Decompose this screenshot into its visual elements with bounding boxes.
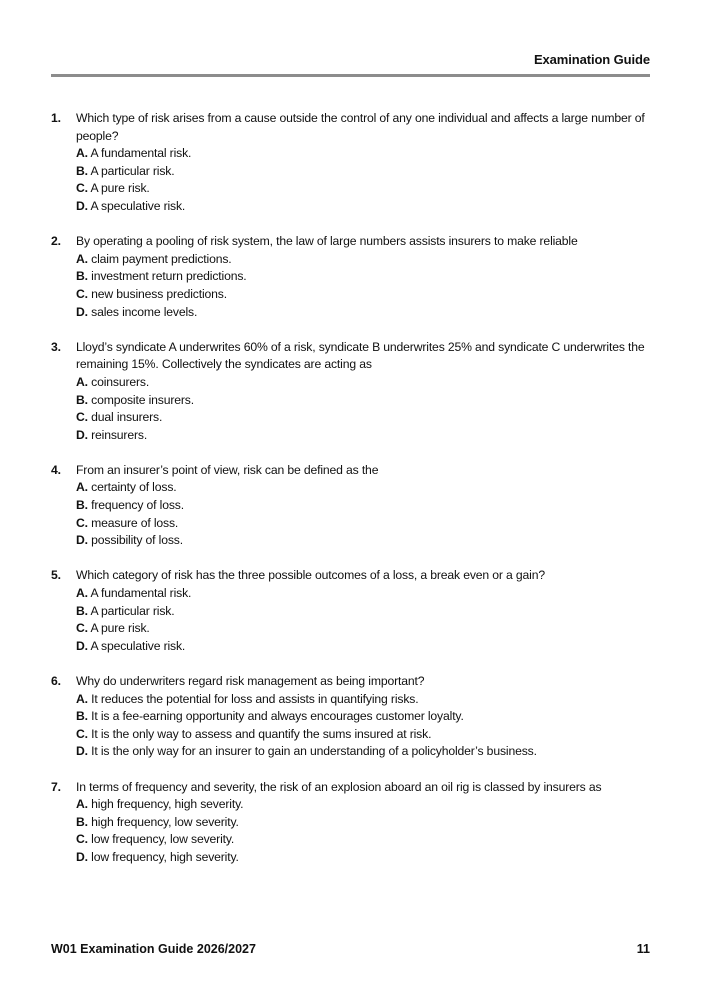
option-c	[76, 515, 651, 533]
option-a	[76, 479, 651, 497]
option-text: low frequency, high severity.	[91, 849, 239, 864]
question-number: 6.	[51, 674, 61, 688]
option-a	[76, 691, 651, 709]
option-d	[76, 743, 651, 761]
option-b	[76, 814, 651, 832]
option-text: A speculative risk.	[90, 198, 186, 213]
option-letter: C.	[76, 286, 88, 301]
option-letter: B.	[76, 814, 88, 829]
option-text: It is the only way to assess and quantify the sums insured at risk.	[91, 726, 432, 741]
option-text: dual insurers.	[91, 410, 163, 425]
question-text: Which type of risk arises from a cause outside the control of any one individual and affects a large number of people?	[76, 111, 645, 143]
option-text: investment return predictions.	[91, 269, 247, 284]
question-number: 3.	[51, 339, 61, 354]
option-text: composite insurers.	[91, 392, 194, 407]
option-c	[76, 180, 651, 198]
option-text: It is a fee-earning opportunity and always encourages customer loyalty.	[91, 709, 464, 724]
question-7	[51, 779, 651, 867]
option-text: claim payment predictions.	[91, 251, 232, 266]
option-text: measure of loss.	[91, 515, 179, 530]
option-text: frequency of loss.	[91, 498, 184, 513]
option-letter: A.	[76, 797, 88, 812]
option-b	[76, 497, 651, 515]
option-letter: D.	[76, 849, 88, 864]
question-6	[51, 673, 651, 761]
option-text: low frequency, low severity.	[91, 832, 235, 847]
option-letter: C.	[76, 410, 88, 425]
option-text: A fundamental risk.	[90, 586, 192, 601]
option-a	[76, 585, 651, 603]
option-text: reinsurers.	[91, 427, 148, 442]
option-c	[76, 409, 651, 427]
option-b	[76, 708, 651, 726]
question-list	[51, 110, 651, 884]
question-text: Which category of risk has the three possible outcomes of a loss, a break even or a gain?	[76, 568, 545, 583]
option-a	[76, 796, 651, 814]
option-text: It is the only way for an insurer to gain an understanding of a policyholder’s business.	[91, 744, 537, 759]
option-c	[76, 286, 651, 304]
option-text: A fundamental risk.	[90, 146, 192, 161]
option-letter: D.	[76, 533, 88, 548]
option-text: A speculative risk.	[90, 638, 186, 653]
question-number: 4.	[51, 462, 61, 477]
option-letter: B.	[76, 709, 88, 724]
question-text: Why do underwriters regard risk management as being important?	[76, 674, 425, 688]
option-b	[76, 163, 651, 181]
option-letter: B.	[76, 163, 88, 178]
option-letter: A.	[76, 691, 88, 706]
option-b	[76, 268, 651, 286]
option-letter: C.	[76, 181, 88, 196]
option-letter: A.	[76, 586, 88, 601]
option-a	[76, 374, 651, 392]
footer-title: W01 Examination Guide 2026/2027	[51, 942, 256, 956]
option-b	[76, 392, 651, 410]
option-c	[76, 831, 651, 849]
question-3	[51, 339, 651, 445]
option-d	[76, 638, 651, 656]
option-text: coinsurers.	[91, 374, 150, 389]
question-number: 7.	[51, 779, 61, 794]
option-d	[76, 849, 651, 867]
option-letter: D.	[76, 638, 88, 653]
option-text: new business predictions.	[91, 286, 227, 301]
option-c	[76, 620, 651, 638]
question-text: By operating a pooling of risk system, the law of large numbers assists insurers to make reliable	[76, 234, 578, 249]
option-letter: B.	[76, 269, 88, 284]
option-letter: D.	[76, 427, 88, 442]
option-text: It reduces the potential for loss and assists in quantifying risks.	[91, 691, 419, 706]
option-letter: B.	[76, 498, 88, 513]
option-letter: B.	[76, 603, 88, 618]
question-number: 2.	[51, 234, 61, 249]
option-text: A pure risk.	[90, 181, 150, 196]
option-letter: B.	[76, 392, 88, 407]
option-text: A pure risk.	[90, 621, 150, 636]
option-letter: A.	[76, 480, 88, 495]
option-letter: A.	[76, 374, 88, 389]
option-d	[76, 304, 651, 322]
option-a	[76, 251, 651, 269]
question-2	[51, 233, 651, 321]
option-d	[76, 532, 651, 550]
option-letter: C.	[76, 515, 88, 530]
option-text: A particular risk.	[90, 603, 175, 618]
question-number: 5.	[51, 568, 61, 583]
question-4	[51, 462, 651, 550]
option-letter: C.	[76, 832, 88, 847]
option-a	[76, 145, 651, 163]
header-title: Examination Guide	[533, 52, 650, 67]
option-letter: C.	[76, 621, 88, 636]
option-d	[76, 427, 651, 445]
question-5	[51, 567, 651, 655]
option-letter: D.	[76, 744, 88, 759]
question-1	[51, 110, 651, 216]
question-text: From an insurer’s point of view, risk can be defined as the	[76, 462, 379, 477]
question-text: In terms of frequency and severity, the risk of an explosion aboard an oil rig is classed by insurers as	[76, 779, 602, 794]
option-b	[76, 603, 651, 621]
option-letter: A.	[76, 251, 88, 266]
option-letter: D.	[76, 304, 88, 319]
question-text: Lloyd’s syndicate A underwrites 60% of a risk, syndicate B underwrites 25% and syndicate C underwrites the remaining 15%. Collectively the syndicates are acting as	[76, 339, 645, 372]
option-d	[76, 198, 651, 216]
question-number: 1.	[51, 111, 61, 125]
option-c	[76, 726, 651, 744]
page-number: 11	[636, 942, 650, 956]
option-text: possibility of loss.	[91, 533, 183, 548]
option-text: high frequency, high severity.	[91, 797, 244, 812]
option-letter: D.	[76, 198, 88, 213]
option-text: A particular risk.	[90, 163, 175, 178]
option-letter: A.	[76, 146, 88, 161]
option-letter: C.	[76, 726, 88, 741]
header-divider	[51, 74, 650, 77]
option-text: high frequency, low severity.	[91, 814, 239, 829]
option-text: certainty of loss.	[91, 480, 177, 495]
option-text: sales income levels.	[91, 304, 198, 319]
